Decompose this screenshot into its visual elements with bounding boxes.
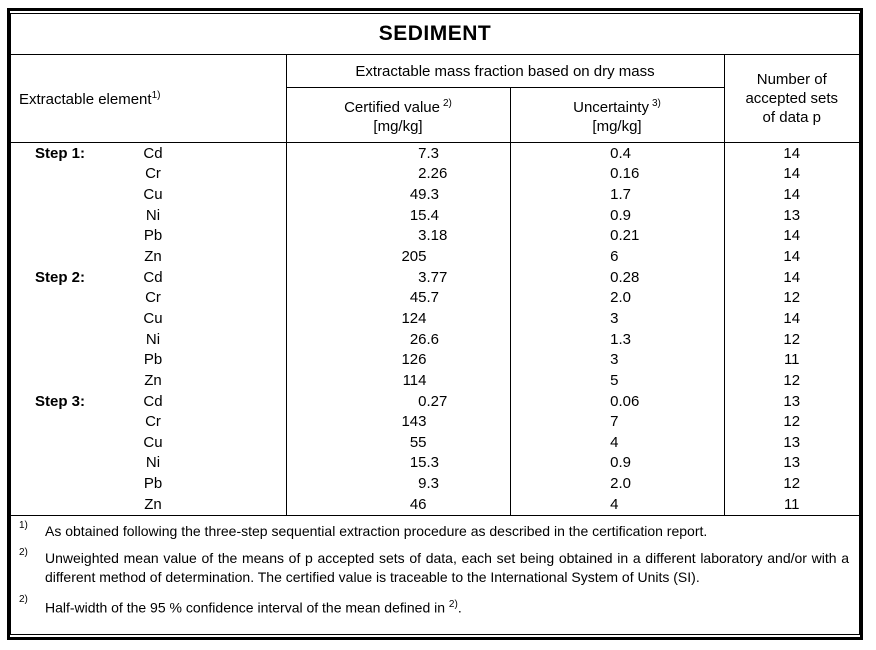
certified-header-line1: [287, 94, 510, 117]
element-symbol: Zn: [144, 248, 162, 266]
uncertainty-cell: [510, 349, 724, 370]
uncertainty-cell: [510, 391, 724, 412]
certified-value-cell: [286, 349, 510, 370]
uncertainty-value: 3: [610, 309, 619, 327]
table-row: [11, 267, 859, 288]
table-border: [10, 13, 860, 635]
element-cell: [11, 494, 286, 515]
sets-cell: 14: [783, 144, 801, 162]
certified-value-cell: [286, 391, 510, 412]
sets-cell: 14: [783, 227, 801, 245]
table-title: SEDIMENT: [11, 14, 859, 55]
element-cell: [11, 349, 286, 370]
uncertainty-value: 0 .9: [610, 206, 632, 224]
element-symbol: Cu: [143, 433, 163, 451]
certified-value: 55: [409, 433, 427, 451]
element-header-label: Extractable element: [19, 90, 152, 108]
element-symbol: Zn: [144, 495, 162, 513]
uncertainty-cell: [510, 370, 724, 391]
element-cell: [11, 370, 286, 391]
table-row: [11, 226, 859, 247]
element-cell: [11, 308, 286, 329]
uncertainty-value: 0 .06: [610, 392, 640, 410]
element-cell: [11, 205, 286, 226]
table-row: [11, 494, 859, 515]
element-symbol: Cr: [145, 289, 161, 307]
table-row: [11, 391, 859, 412]
certified-value: 0 .27: [418, 392, 448, 410]
element-symbol: Cr: [145, 165, 161, 183]
certified-header-unit: [mg/kg]: [373, 118, 423, 135]
certified-value-cell: [286, 411, 510, 432]
element-cell: [11, 453, 286, 474]
element-cell: [11, 287, 286, 308]
element-symbol: Ni: [145, 206, 161, 224]
certified-value-cell: [286, 453, 510, 474]
uncertainty-cell: [510, 494, 724, 515]
footnote-3-marker: 2): [19, 593, 28, 605]
uncertainty-cell: [510, 246, 724, 267]
footnote-2-text: Unweighted mean value of the means of p accepted sets of data, each set being obtained in a different laboratory and/or with a different method of determination. The certified value is traceable to the International System of Units (SI).: [45, 550, 849, 586]
uncertainty-value: 3: [610, 351, 619, 369]
footnote-ref-1: 1): [151, 89, 161, 101]
header-row-top: [11, 55, 859, 88]
sets-cell: 12: [783, 330, 801, 348]
table-row: [11, 349, 859, 370]
sets-cell: 14: [783, 248, 801, 266]
certified-value-cell: [286, 329, 510, 350]
footnote-3: [19, 593, 849, 617]
certified-value-cell: [286, 205, 510, 226]
element-symbol: Pb: [143, 351, 163, 369]
element-cell: [11, 164, 286, 185]
certified-value: 46: [409, 495, 427, 513]
table-row: [11, 287, 859, 308]
certified-value: 3 .18: [418, 227, 448, 245]
uncertainty-value: 2 .0: [610, 475, 632, 493]
table-row: [11, 411, 859, 432]
footnotes-row: [11, 515, 859, 634]
certified-header-label: Certified value: [344, 99, 440, 116]
table-row: [11, 184, 859, 205]
uncertainty-cell: [510, 267, 724, 288]
sets-cell: 12: [783, 475, 801, 493]
element-symbol: Zn: [144, 371, 162, 389]
certified-value-cell: [286, 494, 510, 515]
table-row: [11, 329, 859, 350]
sets-cell: 14: [783, 268, 801, 286]
uncertainty-value: 2 .0: [610, 289, 632, 307]
footnote-2-marker: 2): [19, 547, 28, 559]
uncertainty-value: 0 .21: [610, 227, 640, 245]
footnote-3-inline-ref: 2): [448, 598, 458, 610]
element-symbol: Pb: [143, 475, 163, 493]
certified-value-cell: [286, 432, 510, 453]
element-symbol: Cd: [143, 144, 163, 162]
uncertainty-value: 0 .9: [610, 454, 632, 472]
sets-cell: 12: [783, 371, 801, 389]
certified-value: 49 .3: [409, 186, 440, 204]
certified-value: 45 .7: [409, 289, 440, 307]
uncertainty-value: 1 .3: [610, 330, 632, 348]
uncertainty-value: 4: [610, 495, 619, 513]
uncertainty-cell: [510, 205, 724, 226]
sets-cell: 13: [783, 392, 801, 410]
footnote-3-text: [45, 596, 849, 617]
uncertainty-cell: [510, 329, 724, 350]
uncertainty-cell: [510, 411, 724, 432]
table-row: [11, 432, 859, 453]
uncertainty-cell: [510, 226, 724, 247]
certified-value-cell: [286, 143, 510, 164]
certified-value: 114: [402, 371, 427, 389]
element-cell: [11, 432, 286, 453]
step-label: Step 2:: [35, 268, 86, 286]
uncertainty-value: 5: [610, 371, 619, 389]
step-label: Step 1:: [35, 144, 86, 162]
certified-value-cell: [286, 267, 510, 288]
sets-cell: 13: [783, 433, 801, 451]
footnote-1: [19, 519, 849, 541]
certified-value: 26 .6: [409, 330, 440, 348]
table-row: [11, 308, 859, 329]
certified-value: 15 .3: [409, 454, 440, 472]
sets-cell: 11: [783, 495, 800, 513]
footnote-1-text: As obtained following the three-step sequential extraction procedure as described in the certification report.: [45, 522, 708, 539]
element-symbol: Cr: [145, 413, 161, 431]
sets-cell: 13: [783, 454, 801, 472]
uncertainty-cell: [510, 143, 724, 164]
uncertainty-header-line1: [511, 94, 724, 117]
footnote-1-marker: 1): [19, 519, 28, 531]
element-symbol: Pb: [143, 227, 163, 245]
sets-column-header: [724, 55, 859, 143]
uncertainty-cell: [510, 287, 724, 308]
footnotes-section: [11, 515, 859, 634]
footnote-2: [19, 549, 849, 587]
certified-value: 126: [401, 351, 427, 369]
table-row: [11, 473, 859, 494]
step-label: Step 3:: [35, 392, 86, 410]
element-cell: [11, 267, 286, 288]
uncertainty-header-label: Uncertainty: [573, 99, 649, 116]
uncertainty-header: [510, 88, 724, 143]
uncertainty-value: 1 .7: [610, 186, 632, 204]
certified-value: 9 .3: [418, 475, 440, 493]
certified-value-cell: [286, 308, 510, 329]
sets-cell: 14: [783, 165, 801, 183]
element-cell: [11, 226, 286, 247]
sets-cell: 14: [783, 309, 801, 327]
element-symbol: Ni: [145, 330, 161, 348]
footnote-3-text-body: Half-width of the 95 % confidence interval of the mean defined in: [45, 599, 449, 616]
title-row: [11, 14, 859, 55]
mass-fraction-span-header: Extractable mass fraction based on dry mass: [286, 55, 724, 88]
element-symbol: Cd: [143, 268, 163, 286]
table-row: [11, 246, 859, 267]
sets-cell: 11: [783, 351, 800, 369]
element-cell: [11, 329, 286, 350]
certified-value-cell: [286, 226, 510, 247]
uncertainty-value: 0 .4: [610, 144, 632, 162]
table-row: [11, 453, 859, 474]
element-cell: [11, 473, 286, 494]
sets-cell: 13: [783, 206, 801, 224]
certified-value: 124: [401, 309, 427, 327]
footnote-ref-2: 2): [442, 98, 452, 109]
certified-value-cell: [286, 287, 510, 308]
table-row: [11, 205, 859, 226]
sediment-table: [11, 14, 859, 634]
certified-value: 3 .77: [418, 268, 448, 286]
sets-cell: 12: [783, 413, 801, 431]
table-row: [11, 370, 859, 391]
uncertainty-cell: [510, 432, 724, 453]
uncertainty-cell: [510, 184, 724, 205]
sets-cell: 12: [783, 289, 801, 307]
uncertainty-cell: [510, 308, 724, 329]
uncertainty-value: 0 .28: [610, 268, 640, 286]
certified-value: 143: [401, 413, 427, 431]
table-row: [11, 164, 859, 185]
uncertainty-cell: [510, 453, 724, 474]
uncertainty-cell: [510, 164, 724, 185]
uncertainty-value: 7: [610, 413, 619, 431]
uncertainty-value: 4: [610, 433, 619, 451]
certified-value-cell: [286, 184, 510, 205]
footnote-ref-3: 3): [651, 98, 661, 109]
sets-cell: 14: [783, 186, 801, 204]
element-symbol: Cu: [143, 186, 163, 204]
uncertainty-header-unit: [mg/kg]: [592, 118, 642, 135]
certified-value-cell: [286, 246, 510, 267]
footnote-3-suffix: .: [457, 599, 462, 616]
certified-value: 15 .4: [409, 206, 440, 224]
certified-value-cell: [286, 370, 510, 391]
certified-value-cell: [286, 164, 510, 185]
certified-value-header: [286, 88, 510, 143]
table-row: [11, 143, 859, 164]
element-cell: [11, 184, 286, 205]
element-cell: [11, 391, 286, 412]
element-cell: [11, 143, 286, 164]
element-cell: [11, 246, 286, 267]
certified-value: 7 .3: [418, 144, 440, 162]
certified-value: 205: [401, 248, 427, 266]
uncertainty-value: 0 .16: [610, 165, 640, 183]
uncertainty-cell: [510, 473, 724, 494]
element-symbol: Ni: [145, 454, 161, 472]
element-cell: [11, 411, 286, 432]
uncertainty-value: 6: [610, 248, 619, 266]
sets-header-label: Number of accepted sets of data p: [745, 71, 839, 126]
certified-value: 2 .26: [418, 165, 448, 183]
certified-value-cell: [286, 473, 510, 494]
element-symbol: Cu: [143, 309, 163, 327]
element-symbol: Cd: [143, 392, 163, 410]
outer-frame: [7, 8, 863, 640]
element-column-header: [11, 55, 286, 143]
